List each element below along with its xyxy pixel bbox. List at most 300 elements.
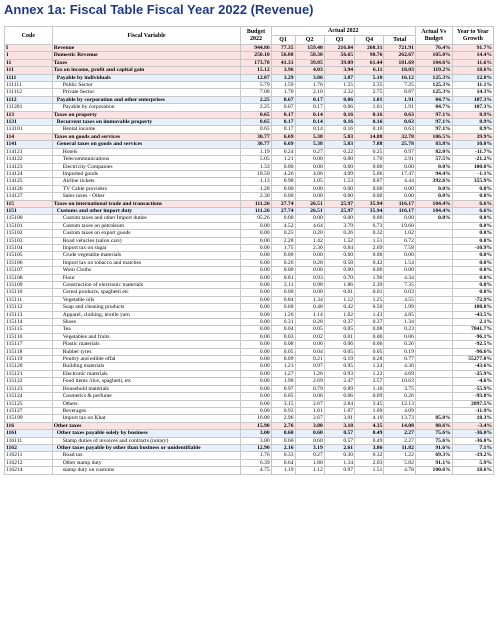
cell-yoy-growth: 8.9% (452, 119, 493, 126)
cell-variable: Imported goods (52, 170, 241, 177)
cell-variable: Cosmetics & perfume (52, 393, 241, 400)
header-q3: Q3 (324, 36, 354, 45)
cell-q4: 0.00 (355, 185, 384, 192)
cell-total: 19.68 (384, 222, 416, 229)
cell-code: 113 (5, 111, 53, 118)
cell-actual-vs-budget (415, 407, 452, 414)
cell-actual-vs-budget: 97.1% (415, 119, 452, 126)
cell-budget: 0.00 (241, 311, 271, 318)
cell-q4: 35.94 (355, 200, 384, 207)
cell-actual-vs-budget: 106.5% (415, 133, 452, 140)
cell-total: 0.97 (384, 148, 416, 155)
cell-q4: 0.00 (355, 215, 384, 222)
cell-q1: 0.08 (271, 341, 295, 348)
cell-budget: 0.00 (241, 363, 271, 370)
cell-q2: 0.04 (295, 348, 324, 355)
cell-q3: 0.58 (324, 259, 354, 266)
cell-actual-vs-budget: 125.3% (415, 74, 452, 81)
cell-variable: Other stamp duty (52, 459, 241, 466)
cell-budget: 0.00 (241, 385, 271, 392)
cell-q3: 25.97 (324, 200, 354, 207)
cell-q3: 1.07 (324, 407, 354, 414)
cell-total: 4.36 (384, 363, 416, 370)
cell-q1: 1.21 (271, 363, 295, 370)
cell-code: 115119 (5, 356, 53, 363)
cell-q3: 5.83 (324, 133, 354, 140)
cell-variable: Building materials (52, 363, 241, 370)
cell-variable: Private Sector (52, 89, 241, 96)
table-row (5, 363, 494, 370)
cell-total: 32.78 (384, 133, 416, 140)
cell-q4: 0.00 (355, 333, 384, 340)
cell-code: 1112 (5, 96, 53, 103)
cell-total: 0.63 (384, 126, 416, 133)
cell-q4: 1.09 (355, 407, 384, 414)
cell-budget: 16.00 (241, 415, 271, 422)
cell-actual-vs-budget: 84.7% (415, 96, 452, 103)
header-code: Code (5, 27, 53, 45)
cell-yoy-growth: 5.9% (452, 459, 493, 466)
cell-actual-vs-budget (415, 400, 452, 407)
cell-q2: 3.19 (295, 444, 324, 451)
cell-q3: 5.83 (324, 141, 354, 148)
cell-total: 10.63 (384, 378, 416, 385)
cell-q2: 0.05 (295, 326, 324, 333)
cell-q2: 1.80 (295, 459, 324, 466)
cell-total: 0.00 (384, 185, 416, 192)
cell-q1: 0.67 (271, 104, 295, 111)
cell-q3: 216.84 (324, 45, 354, 52)
cell-variable: Revenue (52, 45, 241, 52)
cell-q1: 0.00 (271, 163, 295, 170)
cell-actual-vs-budget (415, 333, 452, 340)
cell-q2: 0.06 (295, 393, 324, 400)
cell-q3: 0.22 (324, 148, 354, 155)
fiscal-table (4, 26, 494, 475)
cell-budget: 3.00 (241, 437, 271, 444)
cell-code: 1131 (5, 119, 53, 126)
cell-q2: 0.20 (295, 230, 324, 237)
cell-variable: General taxes on goods and services (52, 141, 241, 148)
table-row (5, 259, 494, 266)
cell-q3: 0.06 (324, 393, 354, 400)
cell-code: 115109 (5, 282, 53, 289)
cell-code: 115108 (5, 274, 53, 281)
cell-variable: Soap and cleaning products (52, 304, 241, 311)
table-row (5, 304, 494, 311)
cell-variable: Electricity Companies (52, 163, 241, 170)
cell-budget: 0.00 (241, 356, 271, 363)
cell-q2: 0.06 (295, 341, 324, 348)
cell-q1: 1.19 (271, 467, 295, 474)
cell-q3: 0.06 (324, 96, 354, 103)
table-row (5, 370, 494, 377)
cell-variable: Public Sector (52, 82, 241, 89)
cell-budget: 111.26 (241, 207, 271, 214)
cell-total: 0.63 (384, 111, 416, 118)
cell-code: 1162 (5, 444, 53, 451)
cell-q1: 0.84 (271, 296, 295, 303)
cell-q2: 0.27 (295, 148, 324, 155)
cell-code: 113101 (5, 126, 53, 133)
cell-variable: Poultry and edible offal (52, 356, 241, 363)
cell-q3: 0.00 (324, 267, 354, 274)
cell-q3: 0.00 (324, 252, 354, 259)
cell-actual-vs-budget (415, 341, 452, 348)
cell-actual-vs-budget (415, 385, 452, 392)
cell-q4: 3.45 (355, 400, 384, 407)
cell-total: 262.67 (384, 52, 416, 59)
cell-actual-vs-budget: 104.6% (415, 59, 452, 66)
cell-q4: 0.01 (355, 289, 384, 296)
cell-q1: 0.93 (271, 407, 295, 414)
cell-code: 11 (5, 59, 53, 66)
table-row (5, 400, 494, 407)
cell-q1: 2.16 (271, 444, 295, 451)
cell-yoy-growth: 7841.7% (452, 326, 493, 333)
cell-total: 17.47 (384, 170, 416, 177)
cell-actual-vs-budget: 91.1% (415, 459, 452, 466)
cell-variable: Import tax on Khat (52, 415, 241, 422)
header-yoy-growth: Year to Year Growth (452, 27, 493, 45)
cell-budget: 30.77 (241, 133, 271, 140)
cell-yoy-growth: -43.6% (452, 363, 493, 370)
cell-q4: 2.03 (355, 459, 384, 466)
header-total: Total (384, 36, 416, 45)
cell-yoy-growth: 2.1% (452, 319, 493, 326)
cell-total: 0.26 (384, 341, 416, 348)
cell-q2: 0.27 (295, 452, 324, 459)
cell-q2: 0.00 (295, 252, 324, 259)
cell-q1: 56.88 (271, 52, 295, 59)
cell-actual-vs-budget: 91.6% (415, 444, 452, 451)
cell-q3: 0.16 (324, 119, 354, 126)
cell-variable: Payable by individuals (52, 74, 241, 81)
table-row (5, 444, 494, 451)
cell-q1: 0.98 (271, 178, 295, 185)
cell-code: 115111 (5, 296, 53, 303)
cell-actual-vs-budget (415, 274, 452, 281)
cell-code: 116214 (5, 467, 53, 474)
cell-budget: 0.00 (241, 326, 271, 333)
cell-variable: Tax on income, profit and capital gain (52, 67, 241, 74)
cell-q3: 1.55 (324, 82, 354, 89)
cell-q4: 0.16 (355, 111, 384, 118)
cell-total: 116.17 (384, 207, 416, 214)
cell-q3: 0.93 (324, 370, 354, 377)
cell-total: 0.23 (384, 326, 416, 333)
cell-q1: 1.90 (271, 378, 295, 385)
cell-code: 115123 (5, 385, 53, 392)
cell-variable: Custom taxes on export goods (52, 230, 241, 237)
cell-total: 0.26 (384, 393, 416, 400)
cell-q4: 1.10 (355, 385, 384, 392)
cell-budget: 0.00 (241, 244, 271, 251)
table-row (5, 52, 494, 59)
cell-total: 4.09 (384, 407, 416, 414)
cell-budget: 0.00 (241, 400, 271, 407)
cell-variable: Stamp duties of invoices and contracts (notary) (52, 437, 241, 444)
cell-yoy-growth: 6.6% (452, 200, 493, 207)
cell-budget: 0.00 (241, 252, 271, 259)
cell-q4: 61.44 (355, 59, 384, 66)
cell-q4: 1.22 (355, 370, 384, 377)
table-row (5, 96, 494, 103)
cell-total: 0.00 (384, 215, 416, 222)
cell-code: 111201 (5, 104, 53, 111)
cell-q1: 0.05 (271, 393, 295, 400)
cell-actual-vs-budget: 88.6% (415, 422, 452, 429)
table-row (5, 111, 494, 118)
cell-actual-vs-budget: 69.3% (415, 452, 452, 459)
cell-q2: 0.14 (295, 126, 324, 133)
cell-yoy-growth: 8.9% (452, 111, 493, 118)
header-actual-group: Actual 2022 (271, 27, 415, 36)
cell-q4: 6.73 (355, 222, 384, 229)
cell-variable: Food items /rice, spaghetti, etc (52, 378, 241, 385)
cell-q1: 0.60 (271, 437, 295, 444)
cell-actual-vs-budget (415, 282, 452, 289)
table-row (5, 67, 494, 74)
cell-q4: 0.08 (355, 326, 384, 333)
cell-yoy-growth: 107.3% (452, 104, 493, 111)
cell-actual-vs-budget (415, 348, 452, 355)
cell-actual-vs-budget: 119.2% (415, 67, 452, 74)
cell-q1: 3.96 (271, 67, 295, 74)
cell-budget: 0.00 (241, 282, 271, 289)
table-row (5, 45, 494, 52)
table-row (5, 459, 494, 466)
cell-q3: 3.87 (324, 74, 354, 81)
cell-actual-vs-budget (415, 326, 452, 333)
table-row (5, 215, 494, 222)
cell-budget: 0.00 (241, 341, 271, 348)
cell-q2: 5.38 (295, 141, 324, 148)
cell-actual-vs-budget (415, 319, 452, 326)
cell-yoy-growth: 91.7% (452, 45, 493, 52)
cell-q2: 0.00 (295, 163, 324, 170)
cell-q1: 1.59 (271, 82, 295, 89)
cell-yoy-growth: -36.0% (452, 437, 493, 444)
cell-code: 115116 (5, 333, 53, 340)
cell-q3: 3.79 (324, 222, 354, 229)
table-row (5, 163, 494, 170)
cell-code: 115101 (5, 222, 53, 229)
cell-q1: 0.60 (271, 430, 295, 437)
cell-q3: 56.65 (324, 52, 354, 59)
cell-q1: 0.05 (271, 348, 295, 355)
cell-total: 11.82 (384, 444, 416, 451)
table-row (5, 59, 494, 66)
table-row (5, 415, 494, 422)
cell-q4: 1.24 (355, 363, 384, 370)
cell-yoy-growth: 8.9% (452, 126, 493, 133)
cell-code: 115102 (5, 230, 53, 237)
cell-total: 0.03 (384, 289, 416, 296)
cell-actual-vs-budget: 0.0% (415, 193, 452, 200)
cell-yoy-growth: 0.0% (452, 230, 493, 237)
cell-variable: Beverages (52, 407, 241, 414)
cell-q4: 0.06 (355, 341, 384, 348)
cell-q2: 0.00 (295, 215, 324, 222)
cell-q1: 3.29 (271, 74, 295, 81)
cell-q2: 1.42 (295, 237, 324, 244)
cell-yoy-growth: -3.4% (452, 422, 493, 429)
cell-q3: 0.01 (324, 289, 354, 296)
cell-code: 1161 (5, 430, 53, 437)
header-actual-vs-budget: Actual Vs Budget (415, 27, 452, 45)
table-row (5, 126, 494, 133)
cell-q4: 2.75 (355, 89, 384, 96)
cell-q2: 0.48 (295, 304, 324, 311)
cell-yoy-growth: -92.5% (452, 341, 493, 348)
cell-q3: 0.97 (324, 467, 354, 474)
cell-q4: 4.35 (355, 422, 384, 429)
cell-actual-vs-budget (415, 222, 452, 229)
cell-variable: Worn Cloths (52, 267, 241, 274)
cell-yoy-growth: -4.6% (452, 378, 493, 385)
cell-q2: 0.17 (295, 96, 324, 103)
cell-q1: 0.04 (271, 326, 295, 333)
header-q4: Q4 (355, 36, 384, 45)
cell-q2: 26.51 (295, 200, 324, 207)
cell-code: 115 (5, 200, 53, 207)
cell-total: 181.69 (384, 59, 416, 66)
cell-q2: 1.26 (295, 370, 324, 377)
table-row (5, 148, 494, 155)
cell-budget: 4.75 (241, 467, 271, 474)
cell-actual-vs-budget (415, 289, 452, 296)
cell-budget: 1.33 (241, 163, 271, 170)
table-row (5, 326, 494, 333)
cell-actual-vs-budget: 85.8% (415, 415, 452, 422)
cell-total: 2.27 (384, 430, 416, 437)
cell-code: 115103 (5, 237, 53, 244)
cell-variable: Customs and other import duty (52, 207, 241, 214)
cell-q3: 0.06 (324, 104, 354, 111)
cell-q2: 2.30 (295, 244, 324, 251)
cell-actual-vs-budget: 94.4% (415, 170, 452, 177)
cell-q3: 1.53 (324, 178, 354, 185)
cell-total: 7.25 (384, 82, 416, 89)
cell-q3: 39.09 (324, 59, 354, 66)
table-row (5, 356, 494, 363)
cell-q2: 1.34 (295, 296, 324, 303)
cell-code: 116211 (5, 452, 53, 459)
cell-code: 1 (5, 52, 53, 59)
cell-code: 115107 (5, 267, 53, 274)
cell-budget: 5.05 (241, 156, 271, 163)
cell-code: 115120 (5, 363, 53, 370)
cell-variable: Custom taxes on petroleum (52, 222, 241, 229)
cell-variable: Road tax (52, 452, 241, 459)
cell-q1: 2.28 (271, 237, 295, 244)
cell-variable: Shoes (52, 319, 241, 326)
cell-variable: Taxes on goods and services (52, 133, 241, 140)
cell-q4: 0.32 (355, 452, 384, 459)
cell-code: 116 (5, 422, 53, 429)
cell-code: 1151 (5, 207, 53, 214)
cell-q3: 0.95 (324, 363, 354, 370)
cell-total: 0.00 (384, 267, 416, 274)
cell-actual-vs-budget (415, 244, 452, 251)
cell-budget: 5.79 (241, 82, 271, 89)
cell-budget: 0.00 (241, 348, 271, 355)
cell-q4: 1.25 (355, 296, 384, 303)
table-row (5, 319, 494, 326)
cell-q3: 0.42 (324, 304, 354, 311)
cell-code: 115113 (5, 311, 53, 318)
cell-budget: 0.00 (241, 230, 271, 237)
cell-budget: 12.90 (241, 444, 271, 451)
cell-budget: 173.70 (241, 59, 271, 66)
cell-q4: 1.51 (355, 467, 384, 474)
cell-q2: 1.12 (295, 467, 324, 474)
cell-yoy-growth: 0.0% (452, 193, 493, 200)
cell-yoy-growth: 18.6% (452, 467, 493, 474)
cell-yoy-growth: 14.4% (452, 52, 493, 59)
cell-actual-vs-budget (415, 296, 452, 303)
cell-q4: 0.05 (355, 348, 384, 355)
table-row (5, 430, 494, 437)
cell-yoy-growth: -10.9% (452, 244, 493, 251)
cell-actual-vs-budget (415, 311, 452, 318)
cell-q1: 1.75 (271, 244, 295, 251)
cell-budget: 0.65 (241, 111, 271, 118)
cell-code: 115199 (5, 415, 53, 422)
cell-yoy-growth: 6.6% (452, 207, 493, 214)
cell-budget: 111.26 (241, 200, 271, 207)
cell-yoy-growth: 11.6% (452, 59, 493, 66)
cell-q2: 39.85 (295, 59, 324, 66)
cell-variable: Custom taxes and other Import duties (52, 215, 241, 222)
cell-actual-vs-budget: 97.1% (415, 111, 452, 118)
cell-yoy-growth: 18.3% (452, 415, 493, 422)
cell-q1: 0.24 (271, 148, 295, 155)
cell-q3: 0.16 (324, 126, 354, 133)
cell-budget: 0.00 (241, 378, 271, 385)
cell-q2: 1.01 (295, 407, 324, 414)
cell-q4: 0.49 (355, 430, 384, 437)
cell-q1: 1.27 (271, 370, 295, 377)
cell-variable: Payable by corporation and other enterprises (52, 96, 241, 103)
cell-yoy-growth: -25.9% (452, 370, 493, 377)
cell-q3: 1.12 (324, 296, 354, 303)
cell-code: 114125 (5, 178, 53, 185)
cell-q2: 0.79 (295, 385, 324, 392)
cell-yoy-growth: -55.9% (452, 385, 493, 392)
cell-total: 0.77 (384, 356, 416, 363)
cell-code: 115125 (5, 400, 53, 407)
cell-actual-vs-budget: 57.5% (415, 156, 452, 163)
cell-q1: 0.25 (271, 230, 295, 237)
cell-code: 1141 (5, 141, 53, 148)
cell-q4: 1.01 (355, 96, 384, 103)
cell-q3: 0.57 (324, 430, 354, 437)
cell-budget: 1.28 (241, 185, 271, 192)
table-row (5, 207, 494, 214)
table-row (5, 341, 494, 348)
cell-q1: 41.31 (271, 59, 295, 66)
cell-q4: 2.69 (355, 244, 384, 251)
cell-code: 115100 (5, 215, 53, 222)
table-body (5, 45, 494, 475)
cell-q1: 6.69 (271, 133, 295, 140)
table-row (5, 467, 494, 474)
cell-actual-vs-budget: 75.6% (415, 437, 452, 444)
cell-code: 114122 (5, 156, 53, 163)
cell-q1: 2.11 (271, 282, 295, 289)
